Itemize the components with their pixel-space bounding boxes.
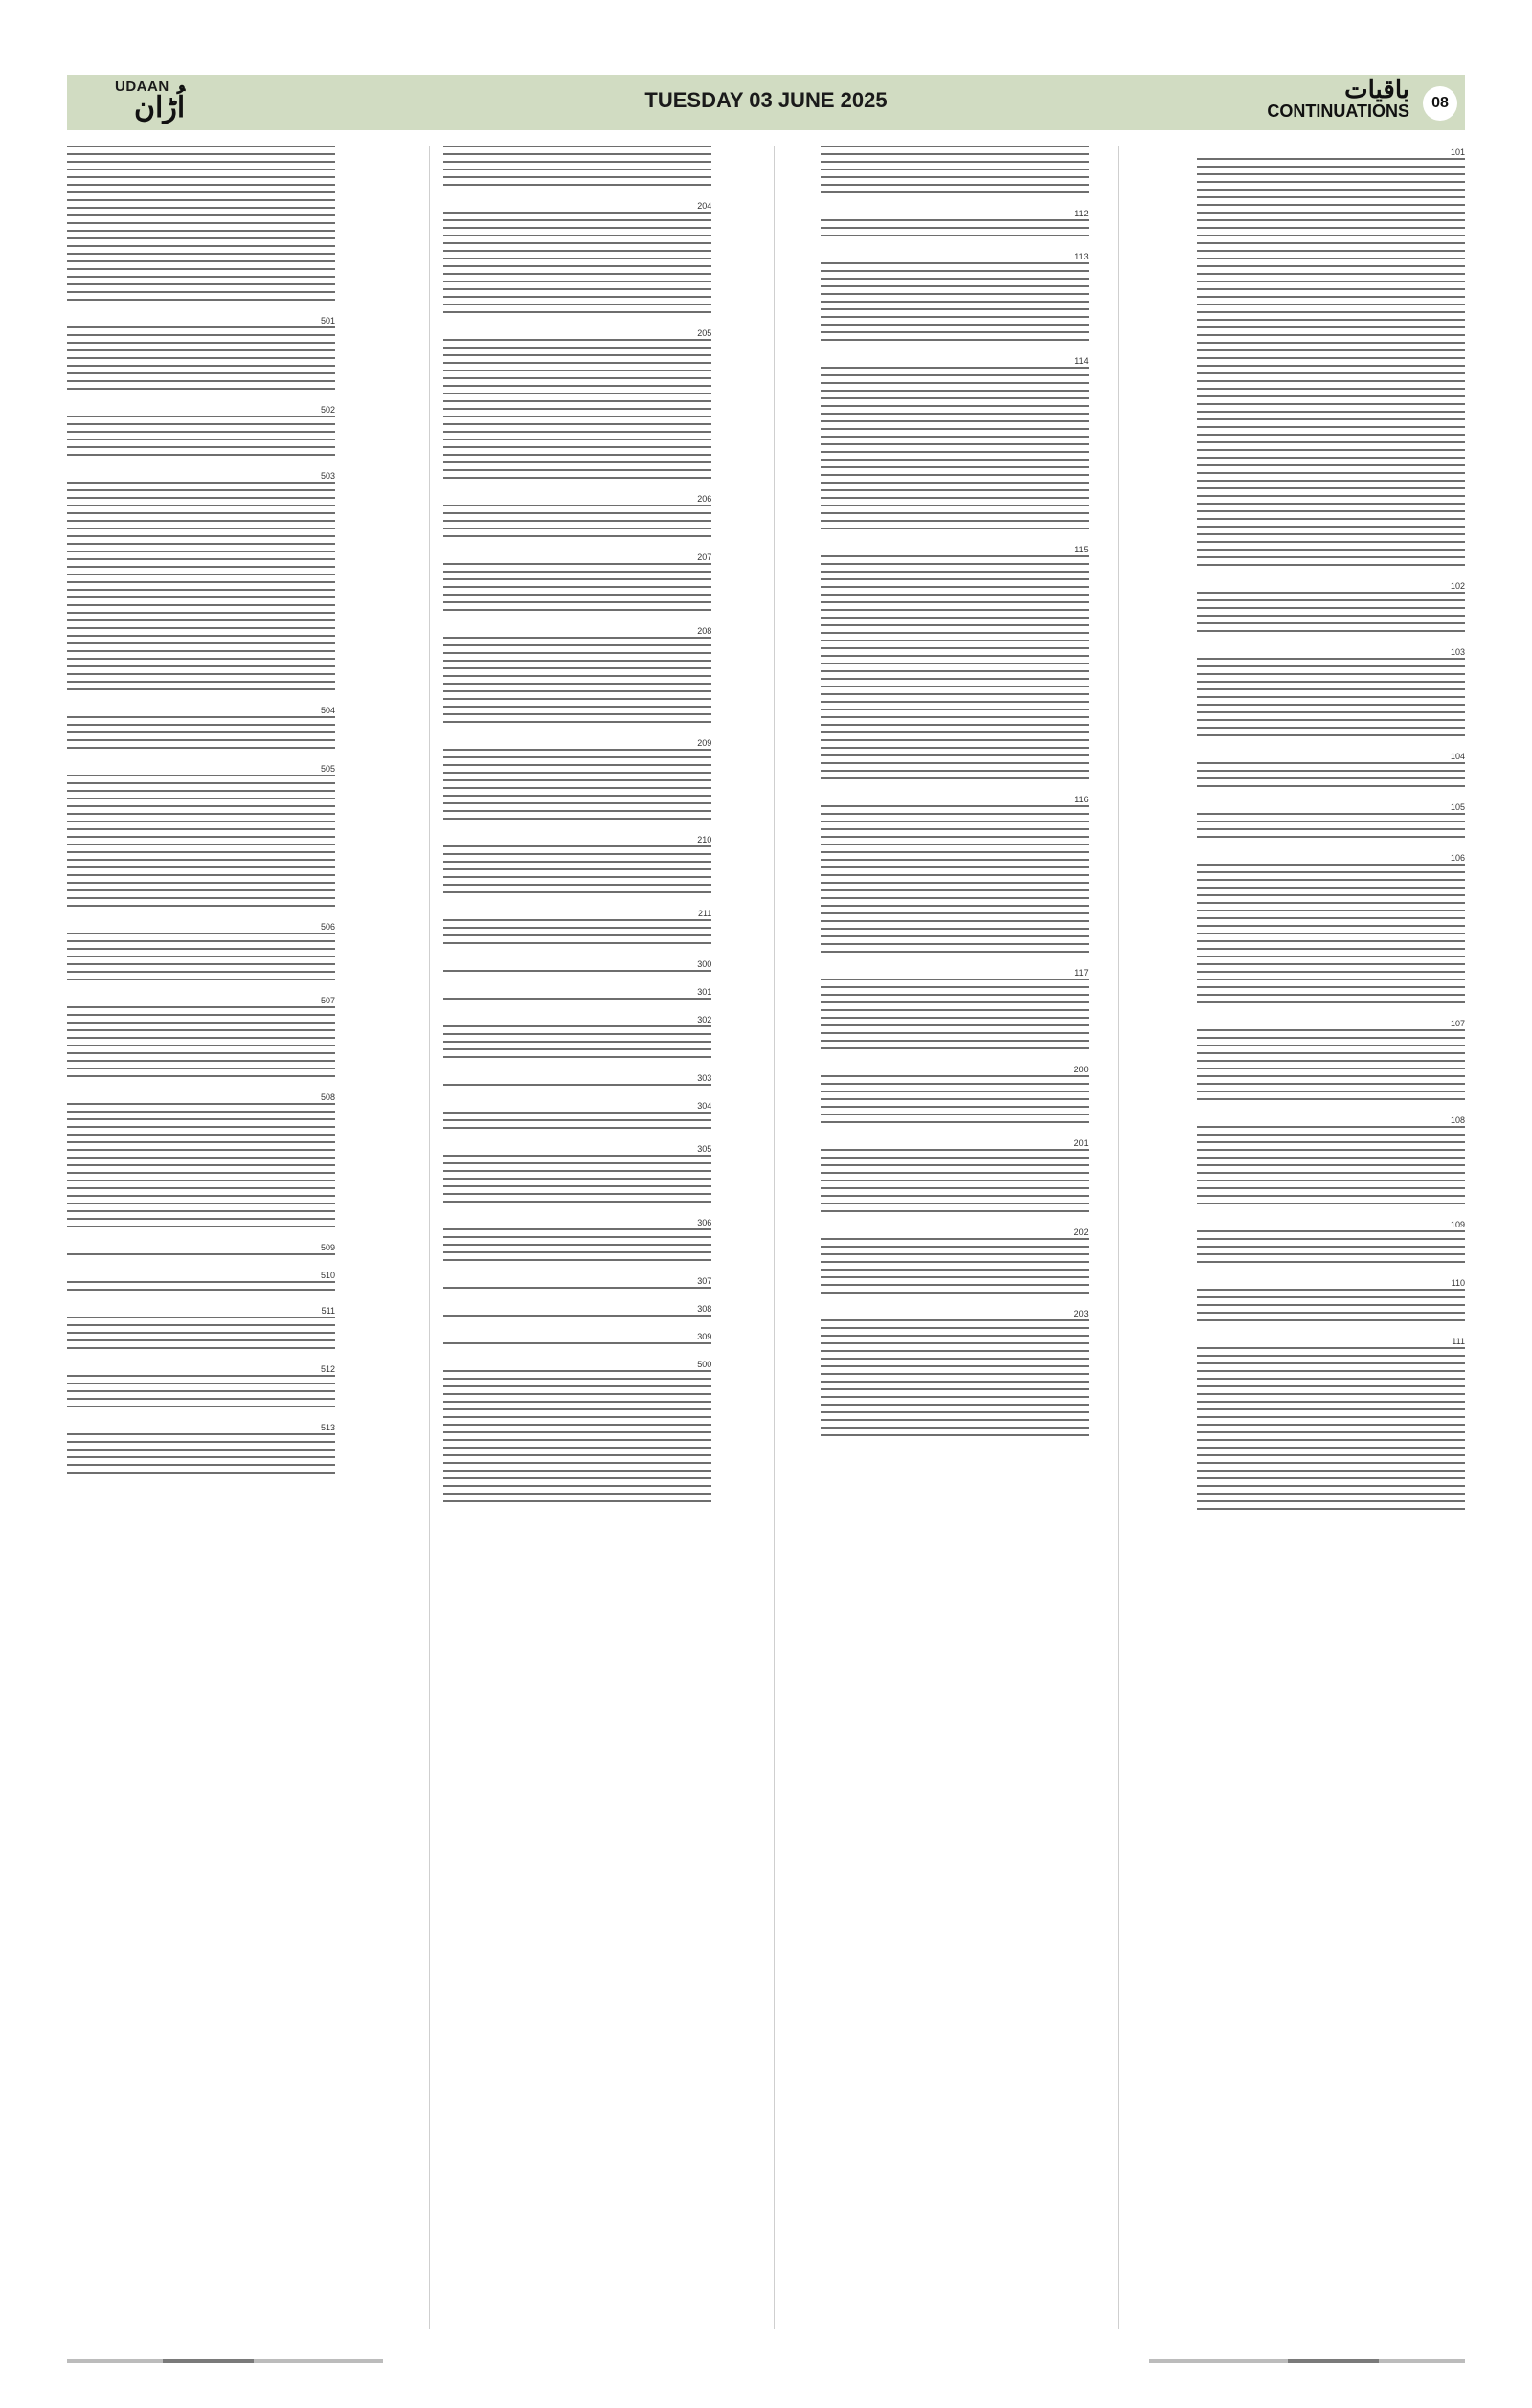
article-number: 203 bbox=[1073, 1309, 1089, 1318]
continuation-article bbox=[67, 1306, 335, 1355]
continuation-article bbox=[67, 764, 335, 912]
article-body-text bbox=[821, 1238, 1089, 1299]
continuation-article bbox=[443, 738, 711, 825]
continuation-article bbox=[821, 146, 1089, 199]
article-number: 509 bbox=[320, 1243, 335, 1252]
article-number: 101 bbox=[1450, 147, 1465, 157]
column-divider bbox=[774, 146, 775, 2329]
article-body-text bbox=[1197, 813, 1465, 844]
continuation-article bbox=[443, 1332, 711, 1350]
continuation-article bbox=[1197, 1337, 1465, 1516]
continuation-article bbox=[443, 494, 711, 543]
article-number: 206 bbox=[697, 494, 712, 504]
article-body-text bbox=[443, 1287, 711, 1294]
article-body-text bbox=[1197, 864, 1465, 1009]
article-body-text bbox=[1197, 1126, 1465, 1210]
continuation-article bbox=[1197, 853, 1465, 1009]
continuation-article bbox=[67, 471, 335, 696]
continuation-article bbox=[821, 1138, 1089, 1218]
continuation-article bbox=[443, 1144, 711, 1208]
article-number: 500 bbox=[697, 1360, 712, 1369]
continuation-article bbox=[443, 1101, 711, 1135]
continuation-article bbox=[821, 545, 1089, 785]
article-body-text bbox=[821, 1075, 1089, 1129]
article-number: 304 bbox=[697, 1101, 712, 1111]
column-divider bbox=[429, 146, 430, 2329]
article-number: 115 bbox=[1074, 545, 1089, 554]
article-body-text bbox=[67, 482, 335, 696]
continuation-article bbox=[67, 922, 335, 986]
article-number: 208 bbox=[697, 626, 712, 636]
footer-rule-right-accent bbox=[1288, 2359, 1379, 2363]
article-body-text bbox=[67, 1281, 335, 1296]
continuation-article bbox=[67, 1271, 335, 1296]
article-number: 107 bbox=[1450, 1019, 1465, 1028]
continuation-article bbox=[1197, 752, 1465, 793]
article-body-text bbox=[67, 416, 335, 461]
article-number: 506 bbox=[320, 922, 335, 932]
continuation-article bbox=[67, 1243, 335, 1261]
continuation-article bbox=[67, 1364, 335, 1413]
continuation-article bbox=[821, 1227, 1089, 1299]
article-number: 510 bbox=[320, 1271, 335, 1280]
article-body-text bbox=[67, 1006, 335, 1083]
article-number: 200 bbox=[1073, 1065, 1089, 1074]
article-body-text bbox=[443, 637, 711, 729]
article-body-text bbox=[443, 339, 711, 484]
continuation-article bbox=[443, 626, 711, 729]
continuation-article bbox=[1197, 647, 1465, 742]
column-divider bbox=[1118, 146, 1119, 2329]
continuation-article bbox=[67, 1423, 335, 1479]
article-body-text bbox=[821, 146, 1089, 199]
article-body-text bbox=[67, 1317, 335, 1355]
footer-rule-left-accent bbox=[163, 2359, 254, 2363]
article-number: 512 bbox=[320, 1364, 335, 1374]
article-number: 511 bbox=[321, 1306, 335, 1316]
article-body-text bbox=[443, 998, 711, 1005]
continuation-article bbox=[443, 1218, 711, 1267]
article-body-text bbox=[67, 1103, 335, 1233]
article-body-text bbox=[443, 146, 711, 191]
article-number: 112 bbox=[1074, 209, 1089, 218]
article-number: 113 bbox=[1074, 252, 1089, 261]
section-title bbox=[1267, 75, 1409, 122]
article-body-text bbox=[443, 749, 711, 825]
article-number: 504 bbox=[320, 706, 335, 715]
continuation-article bbox=[1197, 1115, 1465, 1210]
article-number: 309 bbox=[697, 1332, 712, 1341]
article-number: 505 bbox=[320, 764, 335, 774]
brand-name-english: UDAAN bbox=[115, 79, 169, 95]
article-number: 507 bbox=[320, 996, 335, 1005]
section-title-english: CONTINUATIONS bbox=[1267, 101, 1409, 121]
article-number: 503 bbox=[320, 471, 335, 481]
article-number: 209 bbox=[697, 738, 712, 748]
article-number: 114 bbox=[1074, 356, 1089, 366]
article-body-text bbox=[821, 1319, 1089, 1442]
article-number: 303 bbox=[697, 1073, 712, 1083]
article-body-text bbox=[67, 326, 335, 395]
column-3 bbox=[443, 146, 711, 2329]
article-number: 102 bbox=[1450, 581, 1465, 591]
continuation-article bbox=[67, 405, 335, 461]
article-body-text bbox=[443, 1315, 711, 1322]
article-number: 103 bbox=[1450, 647, 1465, 657]
article-number: 111 bbox=[1452, 1337, 1465, 1346]
continuation-article bbox=[443, 1015, 711, 1064]
continuation-article bbox=[821, 252, 1089, 347]
article-body-text bbox=[67, 775, 335, 912]
article-body-text bbox=[1197, 1029, 1465, 1106]
continuation-article bbox=[67, 996, 335, 1083]
article-number: 305 bbox=[697, 1144, 712, 1154]
article-number: 300 bbox=[697, 959, 712, 969]
article-number: 201 bbox=[1073, 1138, 1089, 1148]
article-body-text bbox=[1197, 158, 1465, 572]
article-number: 104 bbox=[1450, 752, 1465, 761]
article-number: 205 bbox=[697, 328, 712, 338]
continuation-article bbox=[821, 1309, 1089, 1442]
article-body-text bbox=[443, 1155, 711, 1208]
article-number: 202 bbox=[1073, 1227, 1089, 1237]
article-body-text bbox=[67, 933, 335, 986]
article-body-text bbox=[67, 1375, 335, 1413]
article-body-text bbox=[443, 1228, 711, 1267]
article-body-text bbox=[821, 1149, 1089, 1218]
article-body-text bbox=[1197, 1347, 1465, 1516]
continuation-article bbox=[67, 1092, 335, 1233]
article-body-text bbox=[67, 716, 335, 754]
article-number: 117 bbox=[1074, 968, 1089, 978]
article-number: 108 bbox=[1450, 1115, 1465, 1125]
article-number: 302 bbox=[697, 1015, 712, 1024]
masthead bbox=[67, 75, 1465, 130]
article-body-text bbox=[443, 1025, 711, 1064]
article-number: 501 bbox=[320, 316, 335, 326]
continuation-article bbox=[443, 1276, 711, 1294]
article-number: 307 bbox=[697, 1276, 712, 1286]
continuation-article bbox=[1197, 581, 1465, 638]
continuation-article bbox=[443, 146, 711, 191]
article-body-text bbox=[67, 1253, 335, 1261]
continuation-article bbox=[443, 959, 711, 978]
continuation-article bbox=[443, 552, 711, 617]
article-number: 308 bbox=[697, 1304, 712, 1314]
article-body-text bbox=[1197, 592, 1465, 638]
continuation-article bbox=[821, 968, 1089, 1055]
continuation-article bbox=[67, 146, 335, 306]
article-body-text bbox=[821, 805, 1089, 958]
continuation-article bbox=[821, 795, 1089, 958]
article-body-text bbox=[443, 845, 711, 899]
continuation-article bbox=[443, 1304, 711, 1322]
article-body-text bbox=[1197, 762, 1465, 793]
column-2 bbox=[821, 146, 1089, 2329]
article-number: 513 bbox=[320, 1423, 335, 1432]
article-body-text bbox=[821, 262, 1089, 347]
article-body-text bbox=[443, 970, 711, 978]
article-body-text bbox=[821, 979, 1089, 1055]
section-title-urdu: باقیات bbox=[1344, 76, 1409, 104]
continuation-article bbox=[67, 706, 335, 754]
page-number-badge: 08 bbox=[1423, 86, 1457, 121]
continuation-article bbox=[1197, 1220, 1465, 1269]
article-body-text bbox=[1197, 658, 1465, 742]
article-body-text bbox=[443, 1112, 711, 1135]
article-body-text bbox=[821, 555, 1089, 785]
article-number: 306 bbox=[697, 1218, 712, 1227]
article-number: 210 bbox=[697, 835, 712, 844]
article-body-text bbox=[443, 1342, 711, 1350]
continuation-article bbox=[443, 909, 711, 950]
article-number: 110 bbox=[1451, 1278, 1465, 1288]
column-4 bbox=[67, 146, 335, 2329]
article-body-text bbox=[1197, 1230, 1465, 1269]
continuation-article bbox=[443, 987, 711, 1005]
continuation-article bbox=[67, 316, 335, 395]
article-number: 106 bbox=[1450, 853, 1465, 863]
continuation-article bbox=[443, 201, 711, 319]
continuation-article bbox=[1197, 802, 1465, 844]
article-number: 109 bbox=[1450, 1220, 1465, 1229]
article-body-text bbox=[67, 146, 335, 306]
article-number: 508 bbox=[320, 1092, 335, 1102]
article-body-text bbox=[443, 919, 711, 950]
article-body-text bbox=[67, 1433, 335, 1479]
article-number: 207 bbox=[697, 552, 712, 562]
article-number: 211 bbox=[697, 909, 712, 918]
article-number: 301 bbox=[697, 987, 712, 997]
continuation-article bbox=[443, 1360, 711, 1508]
continuation-article bbox=[821, 1065, 1089, 1129]
column-1 bbox=[1197, 146, 1465, 2329]
article-body-text bbox=[443, 563, 711, 617]
article-number: 204 bbox=[697, 201, 712, 211]
article-body-text bbox=[443, 1084, 711, 1091]
continuation-article bbox=[443, 1073, 711, 1091]
continuation-article bbox=[443, 835, 711, 899]
continuation-article bbox=[821, 209, 1089, 242]
continuation-article bbox=[1197, 1019, 1465, 1106]
article-body-text bbox=[1197, 1289, 1465, 1327]
article-body-text bbox=[821, 367, 1089, 535]
article-body-text bbox=[443, 212, 711, 319]
article-body-text bbox=[821, 219, 1089, 242]
article-number: 105 bbox=[1450, 802, 1465, 812]
continuation-article bbox=[821, 356, 1089, 535]
article-body-text bbox=[443, 505, 711, 543]
continuation-article bbox=[1197, 147, 1465, 572]
article-body-text bbox=[443, 1370, 711, 1508]
continuations-columns bbox=[67, 146, 1465, 2329]
article-number: 116 bbox=[1074, 795, 1089, 804]
article-number: 502 bbox=[320, 405, 335, 415]
continuation-article bbox=[443, 328, 711, 484]
brand-name-urdu: اُڑان bbox=[134, 91, 186, 124]
continuation-article bbox=[1197, 1278, 1465, 1327]
issue-date: TUESDAY 03 JUNE 2025 bbox=[644, 88, 888, 112]
